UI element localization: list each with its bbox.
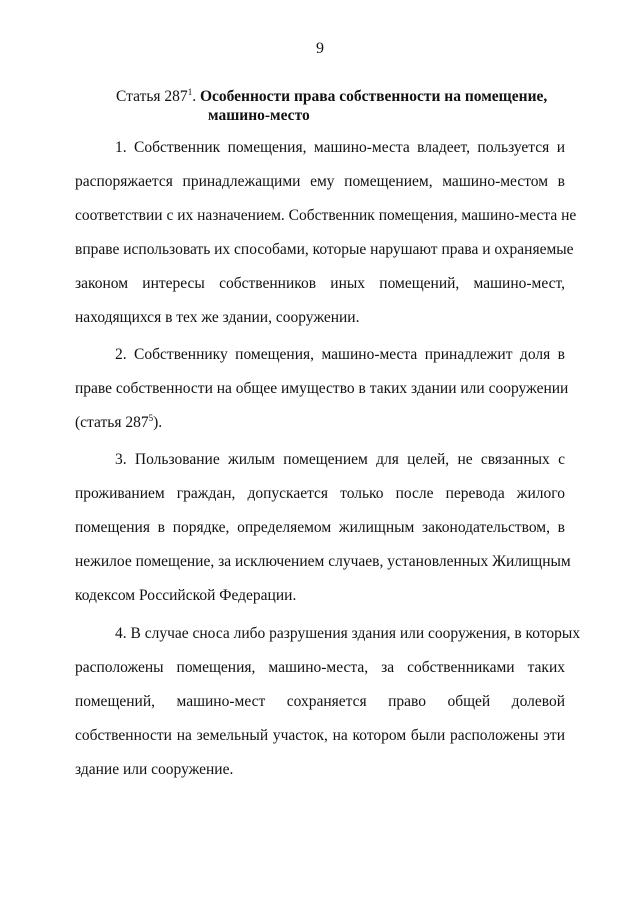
paragraph-4-line: помещений, машино-мест сохраняется право общей долевой [75, 693, 565, 710]
paragraph-4-line: здание или сооружение. [75, 761, 234, 778]
paragraph-1-line: находящихся в тех же здании, сооружении. [75, 309, 360, 326]
paragraph-1-line: распоряжается принадлежащими ему помещением, машино-местом в [75, 173, 565, 190]
article-title-line-1: Особенности права собственности на помещение, [199, 88, 548, 105]
paragraph-1-line: соответствии с их назначением. Собственник помещения, машино-места не [75, 207, 577, 224]
paragraph-3-line: проживанием граждан, допускается только после перевода жилого [75, 485, 565, 502]
paragraph-1-line: законом интересы собственников иных помещений, машино-мест, [75, 275, 565, 292]
paragraph-3-line: помещения в порядке, определяемом жилищным законодательством, в [75, 519, 565, 536]
paragraph-2-last-line: (статья $287^5$). [75, 412, 163, 431]
paragraph-1-line: 1. Собственник помещения, машино-места владеет, пользуется и [115, 139, 565, 156]
page-number: 9 [316, 40, 324, 57]
paragraph-3-line: кодексом Российской Федерации. [75, 587, 297, 604]
paragraph-2-line: 2. Собственнику помещения, машино-места принадлежит доля в [115, 346, 565, 363]
paragraph-4-line: 4. В случае сноса либо разрушения здания или сооружения, в которых [115, 625, 581, 642]
paragraph-1-line: вправе использовать их способами, которые нарушают права и охраняемые [75, 241, 574, 258]
paragraph-4-line: расположены помещения, машино-места, за собственниками таких [75, 659, 565, 676]
paragraph-4-line: собственности на земельный участок, на котором были расположены эти [75, 727, 565, 744]
paragraph-3-line: 3. Пользование жилым помещением для целей, не связанных с [115, 451, 565, 468]
article-number: Статья $287^1$. [116, 86, 197, 105]
paragraph-2-line: праве собственности на общее имущество в таких здании или сооружении [75, 380, 569, 397]
article-title-line-2: машино-место [208, 107, 310, 124]
paragraph-3-line: нежилое помещение, за исключением случаев, установленных Жилищным [75, 553, 571, 570]
article-heading [116, 87, 576, 125]
